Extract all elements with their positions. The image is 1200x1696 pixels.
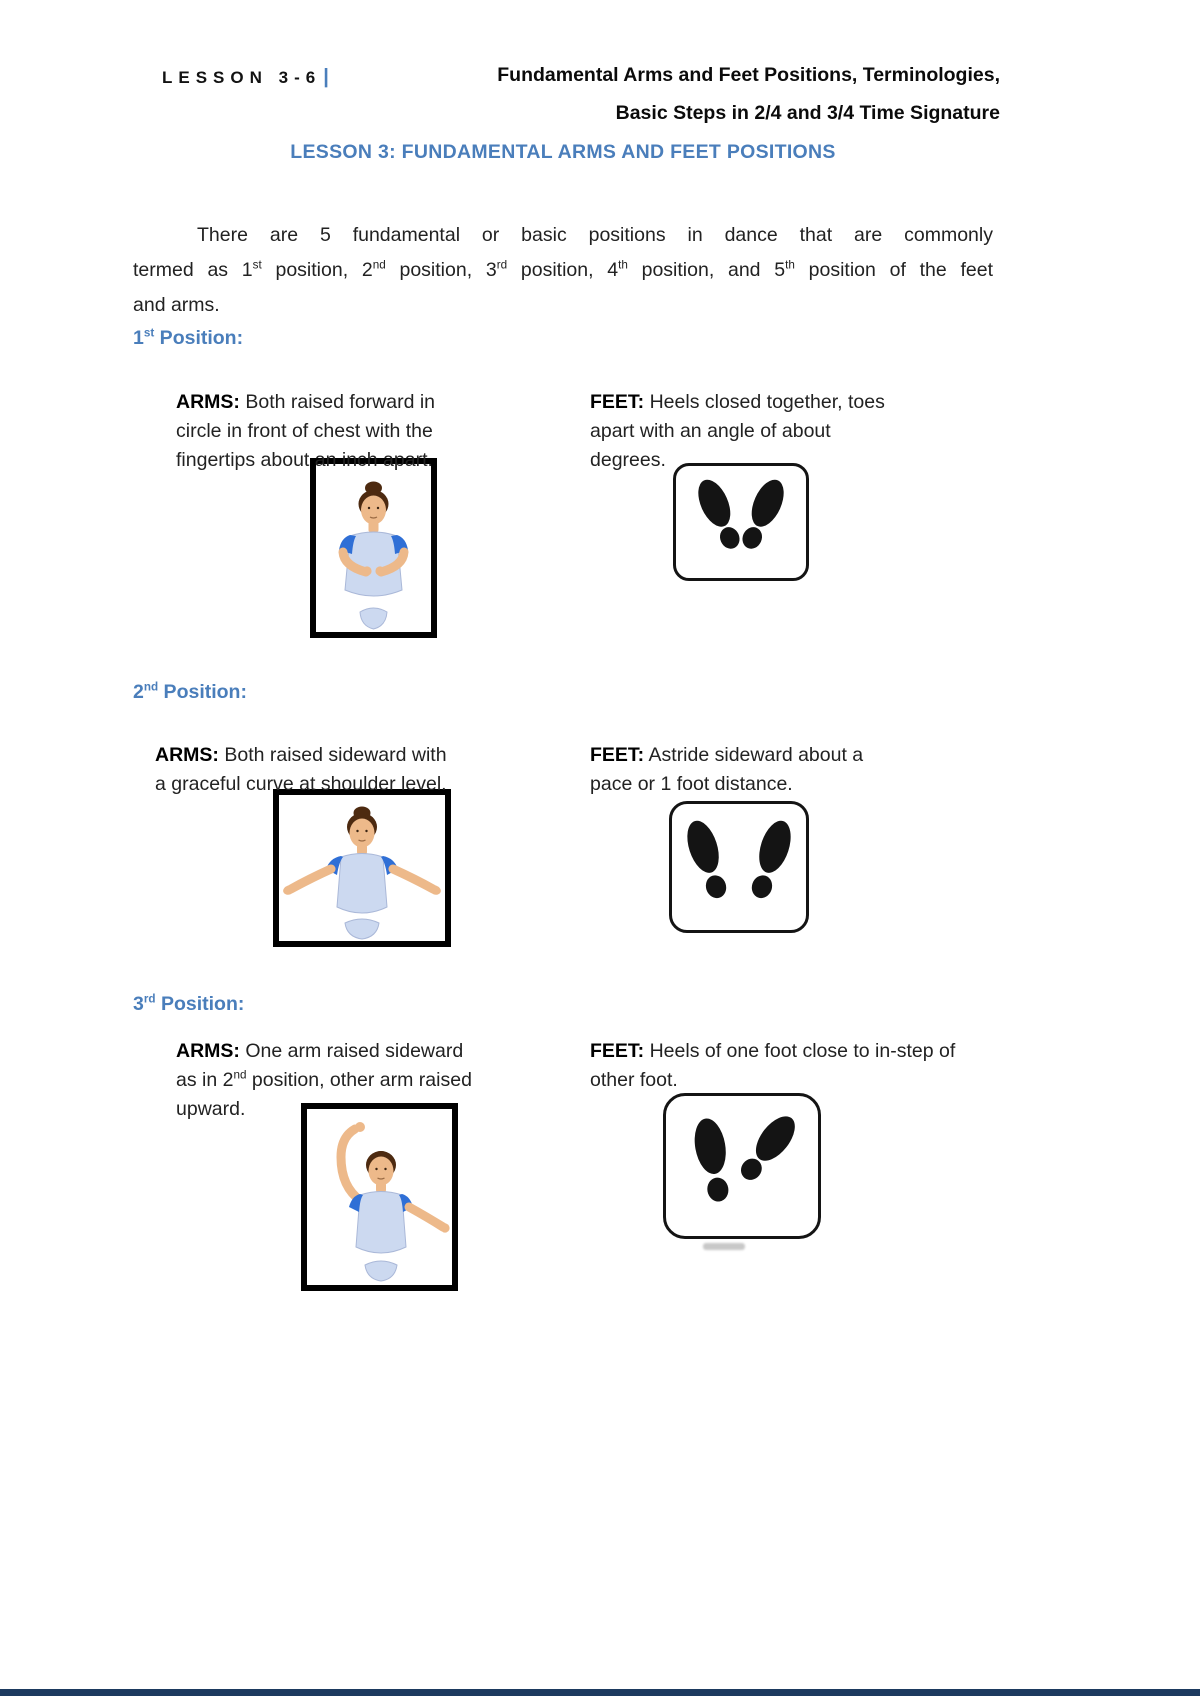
person-arms-sideward-icon (279, 795, 445, 941)
lesson-number-label (162, 66, 329, 89)
feet-text-line: FEET: Astride sideward about a (590, 744, 864, 766)
section-heading-2nd-position: 2nd Position: (133, 680, 247, 703)
feet-text-line: FEET: Heels of one foot close to in-step of (590, 1040, 956, 1062)
person-arms-forward-circle-icon (316, 464, 431, 632)
lesson-number-text: LESSON 3-6 (162, 68, 322, 87)
intro-paragraph (133, 218, 993, 323)
arms-description (176, 1037, 472, 1124)
arms-text-line: ARMS: Both raised forward in (176, 391, 436, 413)
page-title: LESSON 3: FUNDAMENTAL ARMS AND FEET POSITIONS (290, 141, 836, 163)
arms-text-line: ARMS: Both raised sideward with (155, 744, 447, 766)
arms-text-line: ARMS: One arm raised sideward (176, 1040, 464, 1062)
scan-smudge-mark (703, 1243, 745, 1250)
feet-description (590, 388, 885, 475)
arms-illustration-frame (310, 458, 437, 638)
arms-text-line: a graceful curve at shoulder level. (155, 773, 447, 795)
header-divider: | (323, 66, 329, 88)
feet-illustration-box (669, 801, 809, 933)
feet-text-line: degrees. (590, 449, 666, 471)
arms-text-line: circle in front of chest with the (176, 420, 433, 442)
header-title-line1: Fundamental Arms and Feet Positions, Terminologies, (497, 64, 1000, 86)
section-heading-3rd-position: 3rd Position: (133, 992, 245, 1015)
arms-text-line: upward. (176, 1098, 246, 1120)
footprints-heels-together-v-icon (676, 466, 806, 578)
feet-illustration-box (673, 463, 809, 581)
feet-text-line: FEET: Heels closed together, toes (590, 391, 885, 413)
intro-line: termed as 1st position, 2nd position, 3rd position, 4th position, and 5th position of the feet (133, 258, 994, 281)
document-header-title (497, 56, 1000, 132)
footprints-astride-icon (672, 804, 806, 930)
person-one-arm-up-one-sideward-icon (307, 1109, 452, 1285)
footprints-heel-to-instep-icon (666, 1096, 818, 1236)
arms-text-line: fingertips about an inch apart. (176, 449, 433, 471)
arms-description (155, 741, 447, 799)
header-title-line2: Basic Steps in 2/4 and 3/4 Time Signature (615, 102, 1000, 124)
arms-illustration-frame (273, 789, 451, 947)
intro-line: There are 5 fundamental or basic positions in dance that are commonly (197, 224, 993, 246)
feet-description (590, 741, 863, 799)
feet-illustration-box (663, 1093, 821, 1239)
feet-text-line: pace or 1 foot distance. (590, 773, 793, 795)
feet-text-line: apart with an angle of about (590, 420, 831, 442)
feet-description (590, 1037, 955, 1095)
page-bottom-bar (0, 1689, 1200, 1696)
arms-text-line: as in 2nd position, other arm raised (176, 1068, 472, 1091)
arms-description (176, 388, 435, 475)
feet-text-line: other foot. (590, 1069, 678, 1091)
arms-illustration-frame (301, 1103, 458, 1291)
section-heading-1st-position: 1st Position: (133, 326, 244, 349)
intro-line: and arms. (133, 294, 220, 316)
